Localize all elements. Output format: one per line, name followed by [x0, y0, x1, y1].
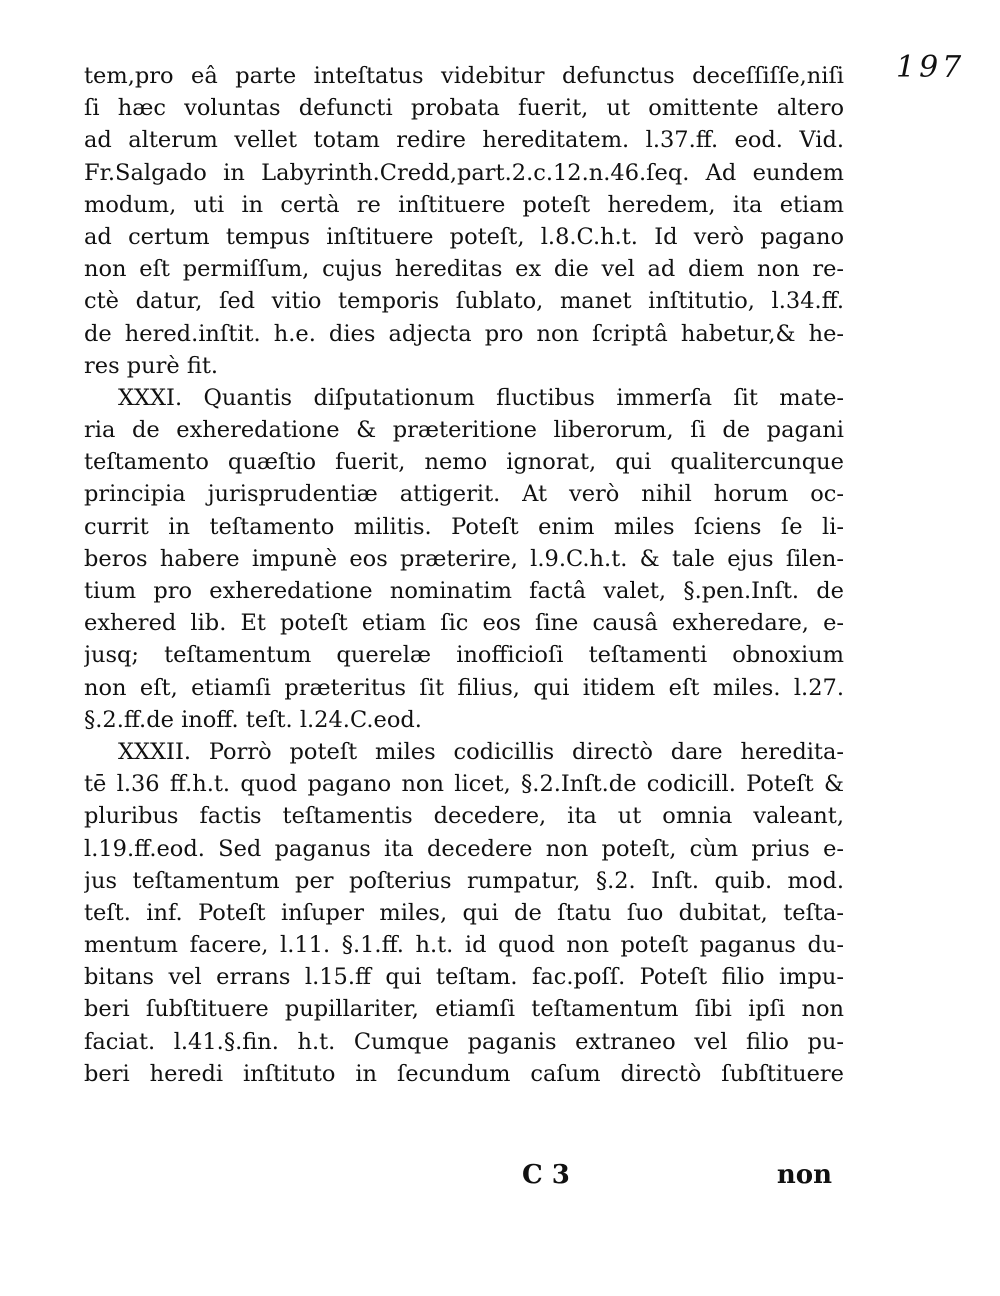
text-line: jusq; teſtamentum querelæ inofficioſi teſtamenti obnoxium — [84, 642, 844, 669]
text-line: non eſt, etiamſi præteritus ſit filius, qui itidem eſt miles. l.27. — [84, 674, 844, 701]
text-line: mentum facere, l.11. §.1.ff. h.t. id quod non poteſt paganus du- — [84, 932, 844, 959]
text-line: ad alterum vellet totam redire hereditatem. l.37.ff. eod. Vid. — [84, 127, 844, 154]
body-text — [84, 60, 844, 1090]
section-heading-line: XXXII. Porrò poteſt miles codicillis directò dare heredita- — [118, 738, 844, 765]
text-line: faciat. l.41.§.fin. h.t. Cumque paganis extraneo vel filio pu- — [84, 1028, 844, 1055]
page-number: 197 — [896, 50, 966, 85]
signature-mark: C 3 — [522, 1160, 570, 1190]
text-line: tium pro exheredatione nominatim factâ valet, §.pen.Inſt. de — [84, 578, 844, 604]
section-heading-line: XXXI. Quantis diſputationum fluctibus immerſa ſit mate- — [118, 384, 844, 411]
text-line: res purè fit. — [84, 352, 219, 379]
text-line: de hered.inſtit. h.e. dies adjecta pro non ſcriptâ habetur,& he- — [84, 320, 844, 347]
text-line: jus teſtamentum per poſterius rumpatur, §.2. Inſt. quib. mod. — [84, 867, 844, 894]
text-line: beri heredi inſtituto in ſecundum caſum directò ſubſtituere — [84, 1060, 844, 1087]
text-line: pluribus factis teſtamentis decedere, ita ut omnia valeant, — [84, 803, 844, 830]
text-line: beros habere impunè eos præterire, l.9.C.h.t. & tale ejus ſilen- — [84, 545, 844, 572]
text-line: ria de exheredatione & præteritione liberorum, ſi de pagani — [84, 417, 844, 444]
text-line: Fr.Salgado in Labyrinth.Credd,part.2.c.12.n.46.ſeq. Ad eundem — [84, 159, 844, 186]
text-line: l.19.ff.eod. Sed paganus ita decedere non poteſt, cùm prius e- — [84, 835, 844, 862]
text-line: ctè datur, ſed vitio temporis ſublato, manet inſtitutio, l.34.ff. — [84, 288, 844, 315]
text-line: ſi hæc voluntas defuncti probata fuerit, ut omittente altero — [84, 95, 844, 122]
text-line: tē l.36 ff.h.t. quod pagano non licet, §.2.Inſt.de codicill. Poteſt & — [84, 771, 844, 798]
text-line: exhered lib. Et poteſt etiam ſic eos ſine causâ exheredare, e- — [84, 610, 844, 637]
text-line: non eſt permiſſum, cujus hereditas ex die vel ad diem non re- — [84, 256, 844, 283]
text-line: currit in teſtamento militis. Poteſt enim miles ſciens ſe li- — [84, 513, 844, 540]
text-line: §.2.ff.de inoff. teſt. l.24.C.eod. — [84, 706, 422, 733]
catchword: non — [776, 1160, 832, 1190]
text-line: teſt. inf. Poteſt inſuper miles, qui de ſtatu ſuo dubitat, teſta- — [84, 899, 844, 926]
text-line: bitans vel errans l.15.ff qui teſtam. fac.poſſ. Poteſt filio impu- — [84, 964, 844, 991]
page-footer — [84, 1160, 832, 1196]
text-line: modum, uti in certà re inſtituere poteſt heredem, ita etiam — [84, 191, 844, 218]
text-line: ad certum tempus inſtituere poteſt, l.8.C.h.t. Id verò pagano — [84, 223, 844, 250]
text-line: beri ſubſtituere pupillariter, etiamſi teſtamentum ſibi ipſi non — [84, 996, 844, 1023]
text-line: tem,pro eâ parte inteſtatus videbitur defunctus deceſſiſſe,niſi — [84, 63, 844, 89]
text-line: principia jurisprudentiæ attigerit. At verò nihil horum oc- — [84, 481, 844, 508]
text-line: teſtamento quæſtio fuerit, nemo ignorat, qui qualitercunque — [84, 449, 844, 476]
